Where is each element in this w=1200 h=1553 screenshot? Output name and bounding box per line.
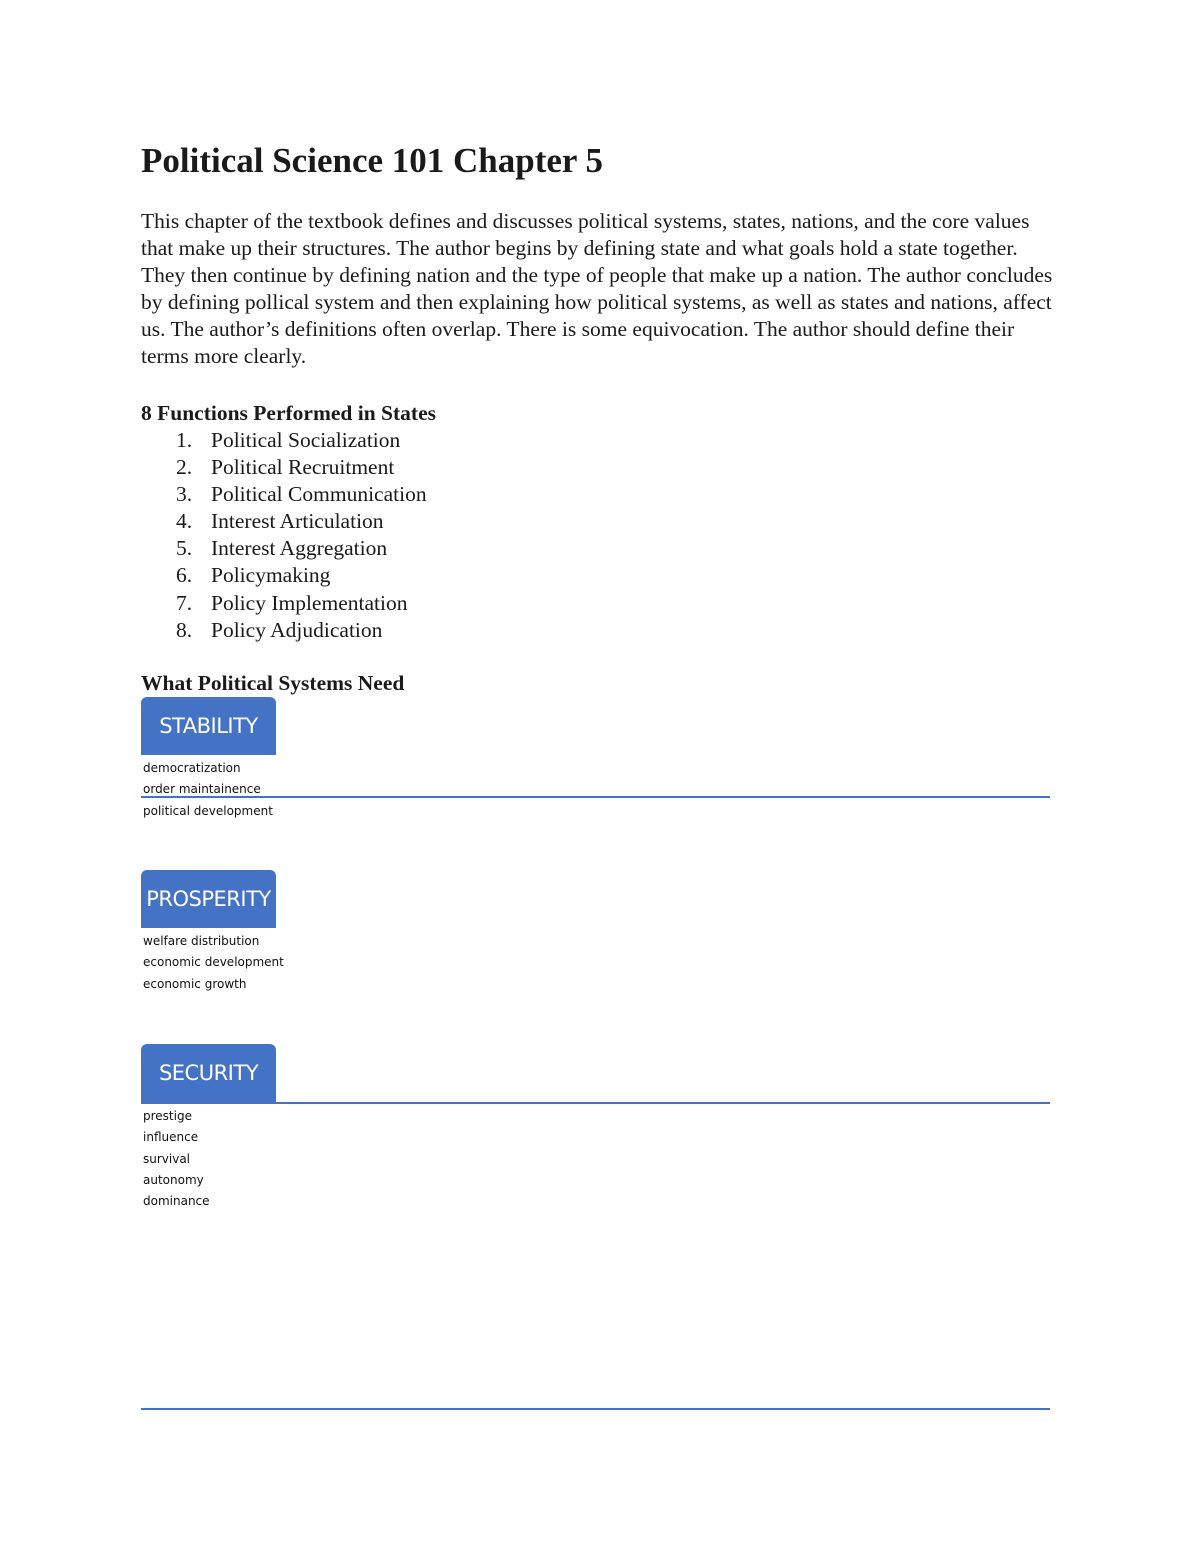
divider [141, 1102, 1050, 1104]
list-item: democratization [143, 761, 241, 775]
list-item: dominance [143, 1194, 210, 1209]
list-item-number: 3. [176, 482, 193, 507]
list-item-label: Political Communication [211, 482, 427, 507]
page-title: Political Science 101 Chapter 5 [141, 141, 604, 180]
list-item-number: 8. [176, 617, 193, 642]
list-item-label: Political Socialization [211, 428, 401, 452]
bottom-divider [141, 1408, 1050, 1410]
security-items [143, 1106, 210, 1212]
list-item-number: 5. [176, 536, 193, 561]
list-item-number: 6. [176, 563, 193, 588]
functions-heading: 8 Functions Performed in States [141, 401, 436, 425]
prosperity-box: PROSPERITY [141, 870, 276, 928]
stability-box: STABILITY [141, 697, 276, 755]
list-item-label: Policymaking [211, 563, 331, 588]
list-item: prestige [143, 1109, 192, 1123]
list-item: influence [143, 1130, 199, 1145]
prosperity-items [143, 931, 284, 995]
list-item: autonomy [143, 1172, 204, 1187]
list-item-label: Interest Aggregation [211, 536, 388, 561]
list-item-number: 4. [176, 509, 193, 534]
list-item-label: Interest Articulation [211, 509, 384, 534]
needs-heading: What Political Systems Need [141, 671, 405, 695]
list-item-number: 2. [176, 455, 193, 480]
list-item: political development [143, 803, 273, 818]
list-item: economic growth [143, 976, 247, 991]
list-item: economic development [143, 955, 284, 970]
list-item: order maintainence [143, 782, 261, 797]
list-item: survival [143, 1151, 191, 1166]
list-item-label: Political Recruitment [211, 455, 395, 480]
divider [141, 796, 1050, 798]
intro-paragraph: This chapter of the textbook defines and discusses political systems, states, nations, and the core values that make up their structures. The author begins by defining state and what goals hold a state together. They then continue by defining nation and the type of people that make up a nation. The author concludes by defining pollical system and then explaining how political systems, as well as states and nations, affect us. The author’s definitions often overlap. There is some equivocation. The author should define their terms more clearly. [141, 209, 1053, 368]
security-box: SECURITY [141, 1044, 276, 1102]
list-item-number: 7. [176, 590, 193, 615]
list-item-label: Policy Implementation [211, 590, 408, 615]
list-item-label: Policy Adjudication [211, 617, 383, 642]
stability-items [143, 758, 273, 822]
list-item-number: 1. [176, 428, 193, 452]
list-item: welfare distribution [143, 934, 260, 948]
